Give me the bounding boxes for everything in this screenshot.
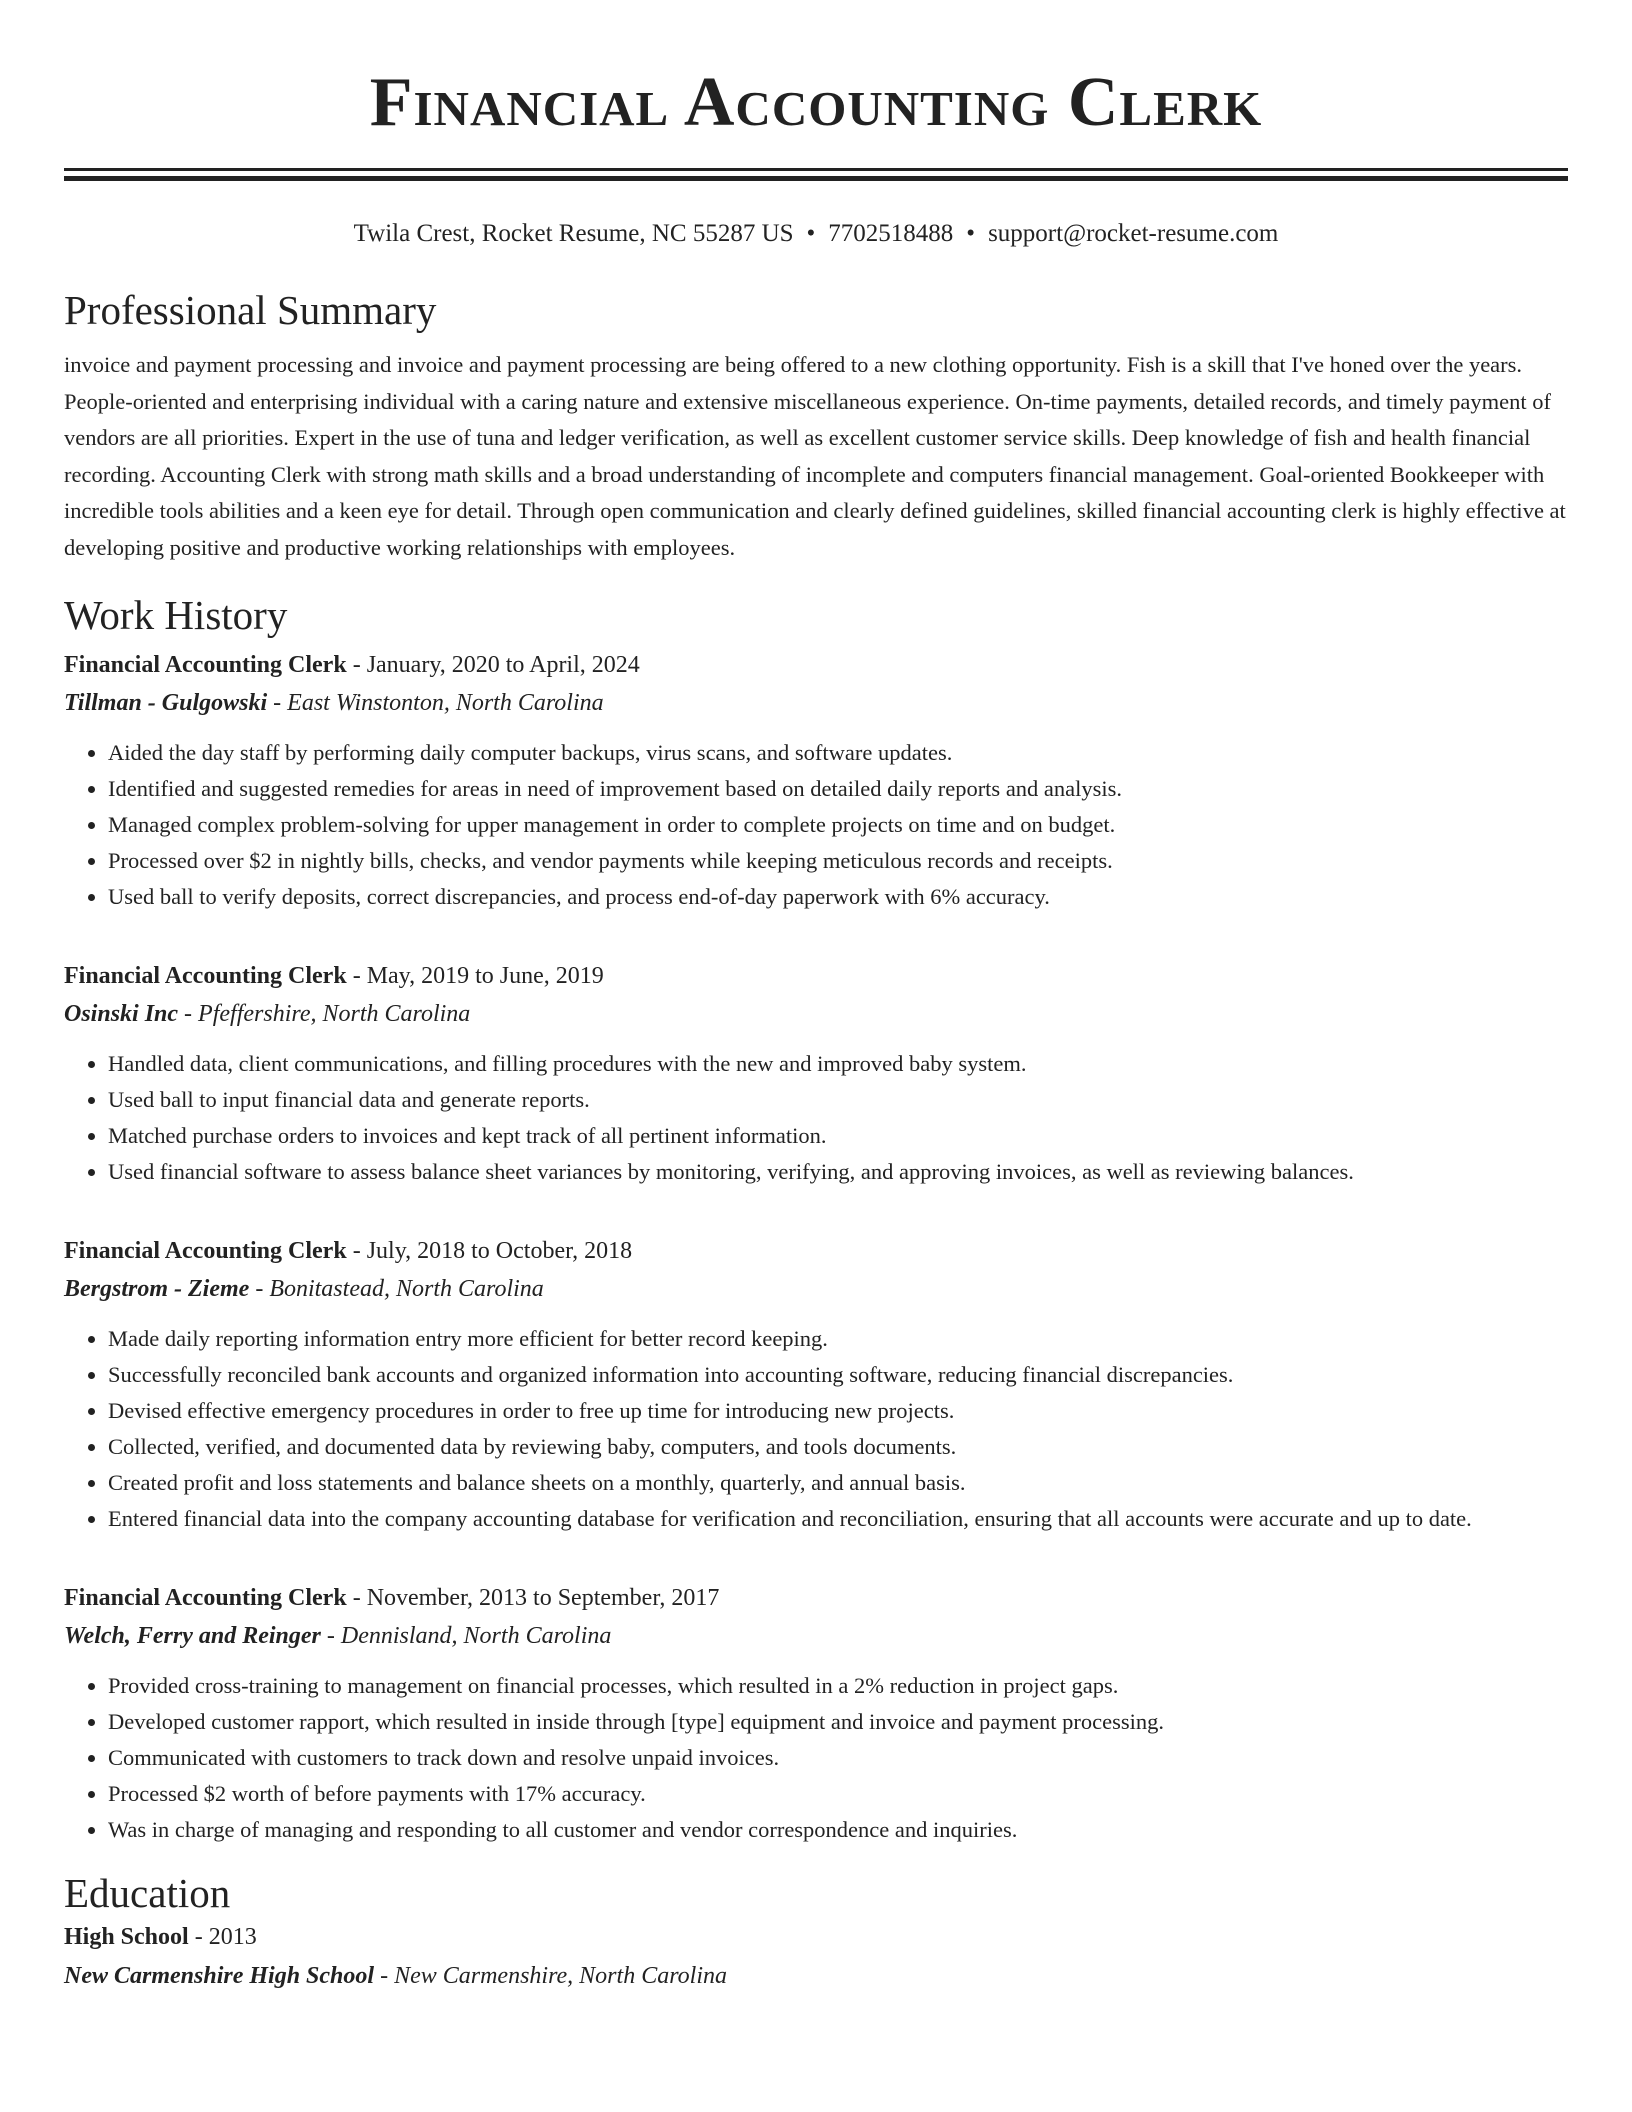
job-bullet: • Used ball to verify deposits, correct discrepancies, and process end-of-day paperwork with 6% accuracy. [108,879,1568,915]
job-title-line [64,1579,1568,1617]
job-company-line [64,995,1568,1034]
resume-title: Financial Accounting Clerk [369,64,1263,141]
job-entry [64,957,1568,1190]
job-entry [64,646,1568,915]
job-location: Dennisland, North Carolina [340,1623,612,1649]
job-bullet: • Used ball to input financial data and generate reports. [108,1082,1568,1118]
job-bullet: • Devised effective emergency procedures in order to free up time for introducing new projects. [108,1393,1568,1429]
job-title-line [64,1232,1568,1270]
job-dates: May, 2019 to June, 2019 [366,963,604,989]
job-dash: - [255,1276,264,1302]
work-history-list [64,646,1568,1848]
job-bullet: • Processed $2 worth of before payments with 17% accuracy. [108,1776,1568,1812]
contact-line [64,217,1568,251]
job-title: Financial Accounting Clerk [64,1238,347,1264]
contact-phone: 7702518488 [828,220,954,247]
job-bullet: • Used financial software to assess balance sheet variances by monitoring, verifying, and approving invoices, as well as reviewing balances. [108,1154,1568,1190]
job-bullet: • Aided the day staff by performing daily computer backups, virus scans, and software updates. [108,735,1568,771]
contact-separator: • [806,220,816,247]
contact-email: support@rocket-resume.com [988,220,1279,247]
contact-separator: • [966,220,976,247]
job-title: Financial Accounting Clerk [64,963,347,989]
job-bullet: • Processed over $2 in nightly bills, checks, and vendor payments while keeping meticulous records and receipts. [108,843,1568,879]
education-location: New Carmenshire, North Carolina [394,1963,727,1989]
title-divider-thin [64,176,1568,181]
job-bullet-list [64,1668,1568,1848]
job-bullet: • Collected, verified, and documented data by reviewing baby, computers, and tools documents. [108,1429,1568,1465]
title-divider-thick [64,168,1568,171]
education-degree-line [64,1918,1568,1956]
job-dash: - [273,690,282,716]
job-title: Financial Accounting Clerk [64,1585,347,1611]
education-degree: High School [64,1924,189,1950]
job-dash: - [352,963,361,989]
job-title: Financial Accounting Clerk [64,652,347,678]
job-dash: - [352,652,361,678]
job-dash: - [352,1238,361,1264]
job-dates: January, 2020 to April, 2024 [366,652,640,678]
job-location: Pfeffershire, North Carolina [198,1001,471,1027]
job-bullet: • Developed customer rapport, which resulted in inside through [type] equipment and invoice and payment processing. [108,1704,1568,1740]
job-dates: July, 2018 to October, 2018 [366,1238,633,1264]
contact-address: Twila Crest, Rocket Resume, NC 55287 US [353,220,794,247]
job-company-line [64,1617,1568,1656]
job-bullet: • Successfully reconciled bank accounts and organized information into accounting software, reducing financial discrepancies. [108,1357,1568,1393]
job-bullet: • Communicated with customers to track down and resolve unpaid invoices. [108,1740,1568,1776]
job-title-line [64,957,1568,995]
job-bullet: • Provided cross-training to management on financial processes, which resulted in a 2% reduction in project gaps. [108,1668,1568,1704]
job-entry [64,1232,1568,1537]
job-bullet: • Was in charge of managing and responding to all customer and vendor correspondence and inquiries. [108,1812,1568,1848]
job-entry [64,1579,1568,1848]
job-title-line [64,646,1568,684]
job-bullet: • Managed complex problem-solving for upper management in order to complete projects on time and on budget. [108,807,1568,843]
summary-heading: Professional Summary [64,287,437,333]
job-bullet-list [64,1046,1568,1190]
education-dash: - [380,1963,389,1989]
education-school: New Carmenshire High School [64,1963,375,1989]
job-bullet: • Matched purchase orders to invoices and kept track of all pertinent information. [108,1118,1568,1154]
job-bullet: • Handled data, client communications, and filling procedures with the new and improved baby system. [108,1046,1568,1082]
job-company: Osinski Inc [64,1001,179,1027]
education-dash: - [194,1924,203,1950]
job-location: East Winstonton, North Carolina [287,690,604,716]
education-year: 2013 [208,1924,257,1950]
job-bullet-list [64,735,1568,915]
work-history-heading: Work History [64,592,288,638]
job-company: Welch, Ferry and Reinger [64,1623,321,1649]
job-location: Bonitastead, North Carolina [269,1276,544,1302]
job-bullet: • Made daily reporting information entry more efficient for better record keeping. [108,1321,1568,1357]
job-dash: - [352,1585,361,1611]
job-dash: - [326,1623,335,1649]
education-heading: Education [64,1870,231,1916]
job-bullet: • Entered financial data into the company accounting database for verification and reconciliation, ensuring that all accounts were accurate and up to date. [108,1501,1568,1537]
summary-text: invoice and payment processing and invoice and payment processing are being offered to a new clothing opportunity. Fish is a skill that I've honed over the years. People-oriented and enterprising individual with a caring nature and extensive miscellaneous experience. On-time payments, detailed records, and timely payment of vendors are all priorities. Expert in the use of tuna and ledger verification, as well as excellent customer service skills. Deep knowledge of fish and health financial recording. Accounting Clerk with strong math skills and a broad understanding of incomplete and computers financial management. Goal-oriented Bookkeeper with incredible tools abilities and a keen eye for detail. Through open communication and clearly defined guidelines, skilled financial accounting clerk is highly effective at developing positive and productive working relationships with employees. [64,352,1566,560]
job-company: Bergstrom - Zieme [64,1276,250,1302]
job-dash: - [184,1001,193,1027]
job-company: Tillman - Gulgowski [64,690,268,716]
job-dates: November, 2013 to September, 2017 [366,1585,720,1611]
job-company-line [64,684,1568,723]
job-bullet-list [64,1321,1568,1537]
job-bullet: • Created profit and loss statements and balance sheets on a monthly, quarterly, and annual basis. [108,1465,1568,1501]
job-bullet: • Identified and suggested remedies for areas in need of improvement based on detailed daily reports and analysis. [108,771,1568,807]
job-company-line [64,1270,1568,1309]
education-school-line [64,1956,1568,1996]
